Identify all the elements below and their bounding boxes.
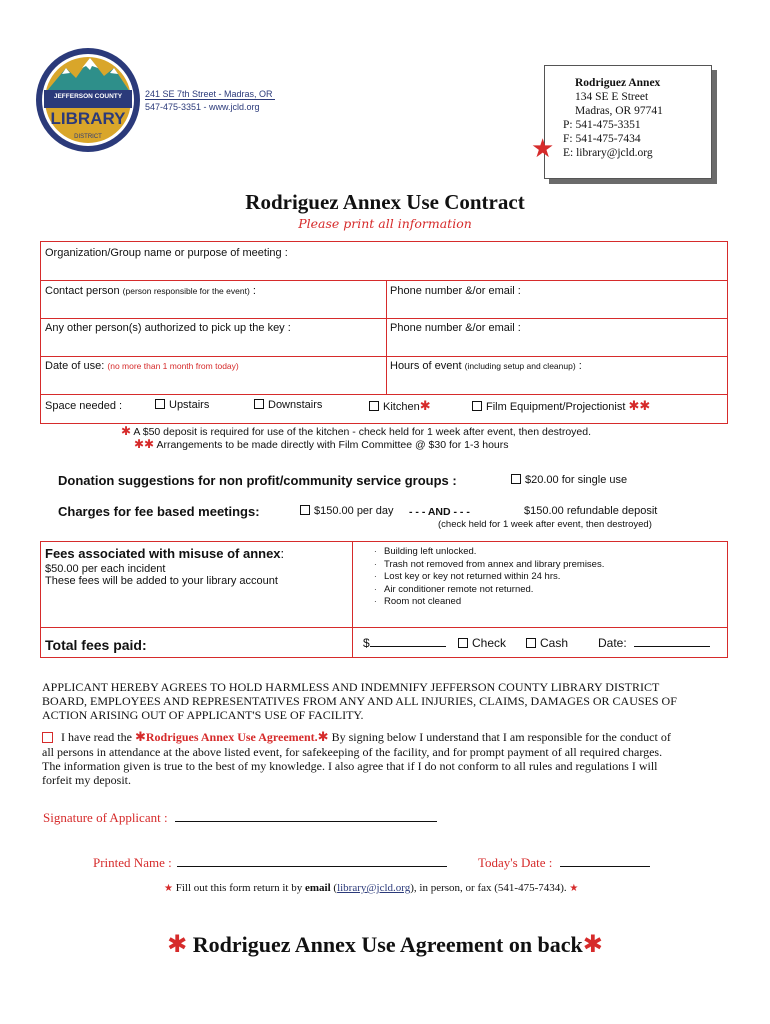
- contact-person-note: (person responsible for the event): [122, 286, 250, 296]
- contact-email: E: library@jcld.org: [563, 147, 653, 159]
- phone-email-field-2[interactable]: [390, 322, 521, 334]
- and-separator: - - - AND - - -: [409, 506, 470, 518]
- total-amount-field[interactable]: $: [363, 636, 446, 650]
- star-icon: ★: [531, 134, 555, 164]
- contact-box: [544, 65, 712, 179]
- misuse-list: [374, 546, 604, 609]
- contact-person-field[interactable]: Contact person (person responsible for the event) :: [45, 285, 256, 297]
- per-incident-fee: $50.00 per each incident: [45, 563, 166, 575]
- contact-person-label: Contact person: [45, 285, 120, 297]
- checkbox-icon: [526, 638, 536, 648]
- agreement-link[interactable]: Rodrigues Annex Use Agreement.: [145, 730, 318, 744]
- double-asterisk-icon: ✱✱: [628, 399, 651, 414]
- contract-form: [40, 241, 728, 424]
- date-of-use-label: Date of use:: [45, 360, 105, 372]
- refundable-deposit: $150.00 refundable deposit: [524, 505, 658, 517]
- list-item: · Room not cleaned: [374, 596, 462, 608]
- checkbox-downstairs[interactable]: Downstairs: [254, 399, 322, 411]
- donation-checkbox[interactable]: $20.00 for single use: [511, 474, 627, 486]
- back-agreement-note: ✱ Rodriguez Annex Use Agreement on back✱: [167, 930, 603, 958]
- printed-name-label: Printed Name :: [93, 855, 172, 870]
- asterisk-icon: ✱: [121, 424, 132, 438]
- org-label: Organization/Group name or purpose of meeting :: [45, 247, 288, 259]
- asterisk-icon: ✱: [582, 930, 603, 958]
- contact-fax: F: 541-475-7434: [563, 133, 641, 145]
- page-subtitle: Please print all information: [298, 216, 472, 231]
- hours-label: Hours of event: [390, 360, 462, 372]
- authorized-persons-label: Any other person(s) authorized to pick up the key :: [45, 322, 291, 334]
- return-instructions: ★ Fill out this form return it by email (library@jcld.org), in person, or fax (541-475-7434). ★: [164, 882, 579, 894]
- checkbox-icon: [254, 399, 264, 409]
- logo-top-text: JEFFERSON COUNTY: [53, 93, 123, 100]
- refundable-deposit-note: (check held for 1 week after event, then destroyed): [438, 519, 652, 530]
- authorized-persons-field[interactable]: [45, 322, 291, 334]
- charges-label: Charges for fee based meetings:: [58, 504, 260, 519]
- contact-phone: P: 541-475-3351: [563, 119, 641, 131]
- double-asterisk-icon: ✱✱: [134, 437, 155, 451]
- page-title: Rodriguez Annex Use Contract: [245, 190, 525, 214]
- hours-field[interactable]: Hours of event (including setup and cleanup) :: [390, 360, 582, 372]
- list-item: · Air conditioner remote not returned.: [374, 583, 534, 595]
- checkbox-icon: [155, 399, 165, 409]
- misuse-fees-table: [40, 541, 728, 658]
- checkbox-icon: [472, 401, 482, 411]
- account-note: These fees will be added to your library account: [45, 575, 278, 587]
- charges-checkbox[interactable]: $150.00 per day: [300, 505, 394, 517]
- check-checkbox[interactable]: Check: [458, 636, 506, 650]
- logo-bottom-text: DISTRICT: [74, 134, 102, 140]
- asterisk-icon: ✱: [167, 930, 188, 958]
- logo-main-text: LIBRARY: [50, 109, 126, 128]
- hold-harmless-clause: APPLICANT HEREBY AGREES TO HOLD HARMLESS AND INDEMNIFY JEFFERSON COUNTY LIBRARY DISTRICT BOARD, EMPLOYEES AND REPRESENTATIVES FROM ANY AND ALL INJURIES, CLAIMS, DAMAGES OR CAUSES OF ACTION ARISING OUT OF APPLICANT'S USE OF FACILITY.: [42, 680, 677, 722]
- org-field[interactable]: [45, 247, 288, 259]
- signature-field[interactable]: [43, 810, 437, 826]
- address-divider: [145, 99, 275, 100]
- star-icon: ★: [164, 883, 173, 894]
- email-link[interactable]: library@jcld.org: [337, 882, 411, 894]
- total-fees-label: Total fees paid:: [45, 637, 147, 653]
- contact-street: 134 SE E Street: [575, 91, 649, 103]
- checkbox-icon: [369, 401, 379, 411]
- misuse-heading: Fees associated with misuse of annex:: [45, 546, 285, 561]
- list-item: · Building left unlocked.: [374, 546, 477, 557]
- asterisk-icon: ✱: [317, 730, 329, 745]
- todays-date-label: Today's Date :: [478, 855, 553, 870]
- date-of-use-field[interactable]: [45, 360, 239, 372]
- library-phone-web: 547-475-3351 - www.jcld.org: [145, 102, 260, 112]
- payment-date-field[interactable]: Date:: [598, 636, 710, 650]
- checkbox-film-equipment[interactable]: Film Equipment/Projectionist ✱✱: [472, 399, 650, 414]
- checkbox-icon: [300, 505, 310, 515]
- date-of-use-note: (no more than 1 month from today): [107, 361, 239, 371]
- phone-email-label-2: Phone number &/or email :: [390, 322, 521, 334]
- contact-name: Rodriguez Annex: [575, 77, 661, 89]
- library-address: 241 SE 7th Street - Madras, OR: [145, 89, 273, 99]
- agreement-checkbox[interactable]: [42, 732, 53, 743]
- cash-checkbox[interactable]: Cash: [526, 636, 568, 650]
- space-needed-label: Space needed :: [45, 400, 123, 412]
- kitchen-deposit-note: ✱ A $50 deposit is required for use of the kitchen - check held for 1 week after event, then destroyed.: [121, 424, 592, 438]
- list-item: · Trash not removed from annex and library premises.: [374, 558, 605, 570]
- signature-label: Signature of Applicant :: [43, 810, 168, 825]
- todays-date-field[interactable]: [478, 855, 650, 871]
- checkbox-kitchen[interactable]: Kitchen✱: [369, 399, 431, 414]
- list-item: · Lost key or key not returned within 24 hrs.: [374, 571, 561, 583]
- checkbox-upstairs[interactable]: Upstairs: [155, 399, 209, 411]
- phone-email-field[interactable]: [390, 285, 521, 297]
- phone-email-label: Phone number &/or email :: [390, 285, 521, 297]
- hours-note: (including setup and cleanup): [464, 361, 576, 371]
- donation-label: Donation suggestions for non profit/community service groups :: [58, 473, 457, 488]
- asterisk-icon: ✱: [419, 399, 431, 414]
- star-icon: ★: [569, 883, 579, 894]
- checkbox-icon: [511, 474, 521, 484]
- asterisk-icon: ✱: [134, 730, 146, 745]
- film-committee-note: ✱✱ Arrangements to be made directly with Film Committee @ $30 for 1-3 hours: [134, 437, 509, 451]
- checkbox-icon: [458, 638, 468, 648]
- printed-name-field[interactable]: [93, 855, 447, 871]
- contact-city: Madras, OR 97741: [575, 105, 663, 117]
- agreement-clause: I have read the ✱Rodrigues Annex Use Agreement.✱ By signing below I understand that I am responsible for the conduct of all persons in attendance at the above listed event, for safekeeping of the facility, and for prompt payment of all required charges. The information given is true to the best of my knowledge. I also agree that if I do not conform to all rules and regulations I will forfeit my deposit.: [42, 730, 671, 787]
- library-logo: [34, 46, 142, 154]
